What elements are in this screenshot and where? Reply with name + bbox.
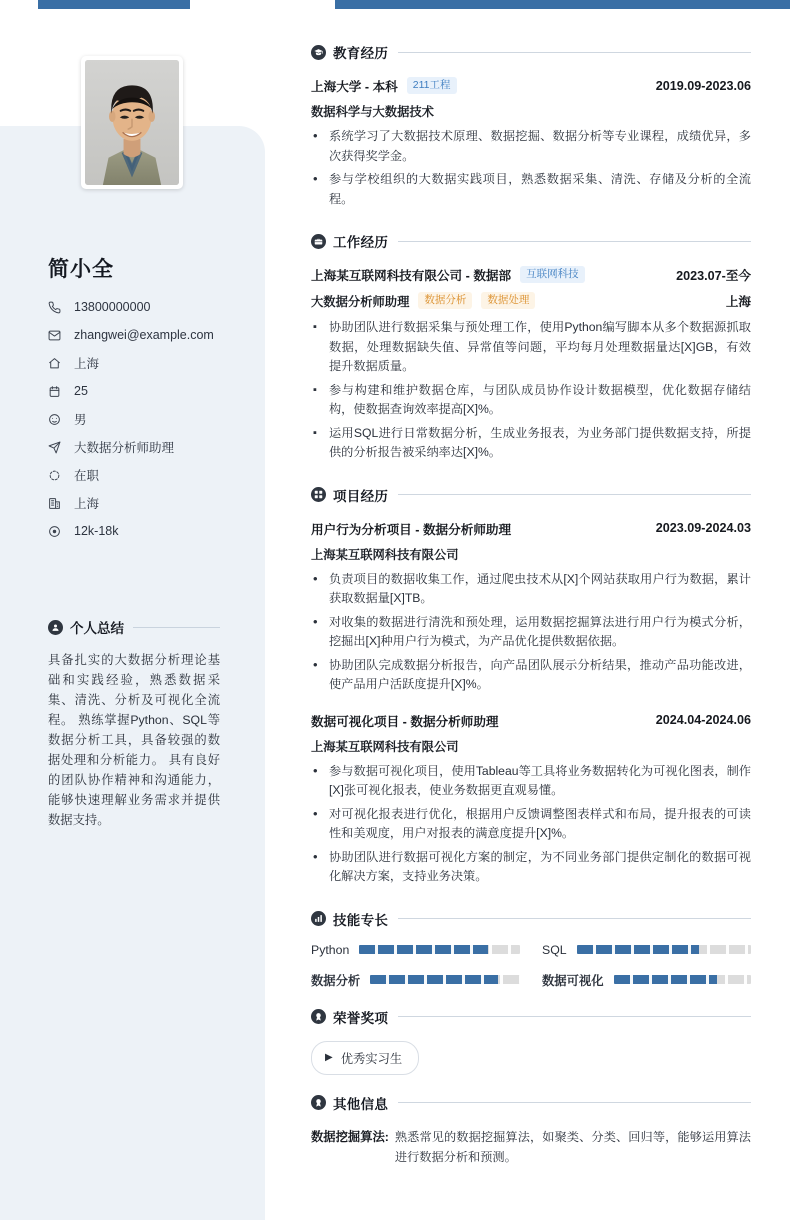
contact-value: zhangwei@example.com bbox=[74, 328, 214, 342]
project-date: 2024.04-2024.06 bbox=[655, 713, 751, 727]
other-info-key: 数据挖掘算法: bbox=[311, 1129, 389, 1144]
bullet-item: ▪ 参与构建和维护数据仓库，与团队成员协作设计数据模型，优化数据存储结构，使数据查询效率提高[X]%。 bbox=[311, 381, 751, 420]
bullet-item: ▪ 运用SQL进行日常数据分析，生成业务报表，为业务部门提供数据支持，所提供的分析报告被采纳率达[X]%。 bbox=[311, 424, 751, 463]
section-title: 技能专长 bbox=[333, 912, 389, 928]
skill-item bbox=[311, 943, 520, 957]
section-title: 教育经历 bbox=[333, 46, 389, 61]
section-work bbox=[311, 231, 751, 463]
page-title: 简小全 bbox=[48, 258, 114, 281]
contact-item-phone bbox=[48, 293, 248, 321]
work-bullets bbox=[311, 318, 751, 463]
gender-icon bbox=[48, 413, 68, 426]
role-tag: 数据处理 bbox=[481, 292, 535, 309]
divider bbox=[398, 52, 751, 53]
contact-item-age bbox=[48, 377, 248, 405]
salary-icon bbox=[48, 525, 68, 538]
bullet-item: • 负责项目的数据收集工作，通过爬虫技术从[X]个网站获取用户行为数据，累计获取数据量[X]TB。 bbox=[311, 570, 751, 609]
contact-item-workplace bbox=[48, 489, 248, 517]
accent-bar-left bbox=[38, 0, 190, 9]
work-date: 2023.07-至今 bbox=[676, 269, 751, 283]
entry-headline bbox=[311, 711, 751, 730]
skill-ticks bbox=[614, 975, 752, 984]
contact-item-status bbox=[48, 461, 248, 489]
divider bbox=[398, 1016, 751, 1017]
bullet-item: ▪ 协助团队进行数据采集与预处理工作，使用Python编写脚本从多个数据源抓取数据，处理数据缺失值、异常值等问题，平均每月处理数据量达[X]GB，有效提升数据质量。 bbox=[311, 318, 751, 377]
phone-icon bbox=[48, 301, 68, 314]
section-header bbox=[311, 1093, 751, 1113]
section-other-info bbox=[311, 1093, 751, 1167]
section-header bbox=[311, 231, 751, 251]
divider bbox=[398, 494, 751, 495]
section-header bbox=[311, 42, 751, 62]
bullet-item: • 协助团队进行数据可视化方案的制定，为不同业务部门提供定制化的数据可视化解决方案，支持业务决策。 bbox=[311, 848, 751, 887]
section-skills bbox=[311, 909, 751, 989]
contact-list bbox=[48, 293, 248, 545]
section-projects bbox=[311, 485, 751, 887]
major-name: 数据科学与大数据技术 bbox=[311, 105, 434, 119]
other-info-item bbox=[311, 1127, 751, 1167]
contact-value: 13800000000 bbox=[74, 300, 151, 314]
skill-bar bbox=[614, 975, 752, 984]
project-date: 2023.09-2024.03 bbox=[655, 521, 751, 535]
mail-icon bbox=[48, 329, 68, 342]
contact-value: 在职 bbox=[74, 469, 100, 483]
info-badge-icon bbox=[311, 1095, 326, 1110]
entry-headline bbox=[311, 265, 751, 284]
skill-bar bbox=[359, 945, 520, 954]
project-company: 上海某互联网科技有限公司 bbox=[311, 739, 459, 754]
section-title: 工作经历 bbox=[333, 235, 389, 250]
divider bbox=[133, 627, 220, 628]
main-content bbox=[311, 0, 751, 1167]
contact-value: 大数据分析师助理 bbox=[74, 441, 175, 455]
bullet-item: • 系统学习了大数据技术原理、数据挖掘、数据分析等专业课程，成绩优异，多次获得奖学金。 bbox=[311, 127, 751, 166]
graduation-cap-icon bbox=[311, 45, 326, 60]
skill-label: Python bbox=[311, 942, 350, 957]
building-icon bbox=[48, 497, 68, 510]
entry-subline bbox=[311, 291, 751, 310]
skill-bar bbox=[577, 945, 751, 954]
other-info-value: 熟悉常见的数据挖掘算法，如聚类、分类、回归等，能够运用算法进行数据分析和预测。 bbox=[394, 1129, 751, 1164]
summary-title: 个人总结 bbox=[70, 621, 124, 636]
skill-label: 数据分析 bbox=[311, 973, 361, 988]
project-grid-icon bbox=[311, 487, 326, 502]
status-icon bbox=[48, 469, 68, 482]
bullet-item: • 协助团队完成数据分析报告，向产品团队展示分析结果，推动产品功能改进，使产品用户活跃度提升[X]%。 bbox=[311, 656, 751, 695]
bullet-item: • 对可视化报表进行优化，根据用户反馈调整图表样式和布局，提升报表的可读性和美观度，用户对报表的满意度提升[X]%。 bbox=[311, 805, 751, 844]
project-name: 数据可视化项目 - 数据分析师助理 bbox=[311, 714, 499, 729]
contact-item-position bbox=[48, 433, 248, 461]
home-icon bbox=[48, 357, 68, 370]
section-honors bbox=[311, 1007, 751, 1075]
education-bullets bbox=[311, 127, 751, 209]
contact-value: 上海 bbox=[74, 497, 100, 511]
school-name: 上海大学 - 本科 bbox=[311, 80, 398, 94]
skill-bar bbox=[370, 975, 520, 984]
divider bbox=[398, 241, 751, 242]
section-title: 其他信息 bbox=[333, 1096, 389, 1112]
project-entry bbox=[311, 519, 751, 695]
skill-label: SQL bbox=[542, 942, 567, 957]
play-triangle-icon: ▶ bbox=[325, 1052, 333, 1063]
skill-item bbox=[542, 943, 751, 957]
contact-value: 上海 bbox=[74, 357, 100, 371]
calendar-icon bbox=[48, 385, 68, 398]
education-date: 2019.09-2023.06 bbox=[655, 78, 751, 93]
summary-text: 具备扎实的大数据分析理论基础和实践经验，熟悉数据采集、清洗、分析及可视化全流程。 熟练掌握Python、SQL等数据分析工具，具备较强的数据处理和分析能力。 具有良好的团队协作精神和沟通能力，能够快速理解业务需求并提供数据支持。 bbox=[48, 653, 220, 827]
bullet-item: • 对收集的数据进行清洗和预处理，运用数据挖掘算法进行用户行为模式分析，挖掘出[X]种用户行为模式，为产品优化提供数据依据。 bbox=[311, 613, 751, 652]
skill-grid bbox=[311, 943, 751, 989]
skill-ticks bbox=[359, 945, 520, 954]
divider bbox=[398, 918, 751, 919]
skill-ticks bbox=[370, 975, 520, 984]
contact-value: 12k-18k bbox=[74, 524, 119, 538]
divider bbox=[398, 1102, 751, 1103]
section-header bbox=[311, 485, 751, 505]
contact-item-hometown bbox=[48, 349, 248, 377]
skill-item bbox=[542, 971, 751, 989]
project-bullets bbox=[311, 762, 751, 887]
job-role: 大数据分析师助理 bbox=[311, 294, 410, 309]
summary-header bbox=[48, 617, 220, 637]
avatar bbox=[81, 56, 183, 189]
education-entry bbox=[311, 76, 751, 209]
school-tag: 211工程 bbox=[407, 77, 457, 94]
section-education bbox=[311, 42, 751, 209]
skill-item bbox=[311, 971, 520, 989]
section-title: 项目经历 bbox=[333, 488, 389, 504]
work-location: 上海 bbox=[725, 295, 751, 309]
bullet-item: • 参与学校组织的大数据实践项目，熟悉数据采集、清洗、存储及分析的全流程。 bbox=[311, 170, 751, 209]
industry-tag: 互联网科技 bbox=[520, 266, 585, 283]
work-entry bbox=[311, 265, 751, 463]
briefcase-icon bbox=[311, 234, 326, 249]
project-entry bbox=[311, 711, 751, 887]
avatar-photo bbox=[85, 60, 179, 185]
contact-value: 男 bbox=[74, 413, 87, 427]
contact-item-gender bbox=[48, 405, 248, 433]
project-name: 用户行为分析项目 - 数据分析师助理 bbox=[311, 522, 512, 537]
honor-label: 优秀实习生 bbox=[340, 1051, 403, 1066]
project-company: 上海某互联网科技有限公司 bbox=[311, 547, 459, 562]
user-icon bbox=[48, 620, 63, 635]
project-bullets bbox=[311, 570, 751, 695]
section-title: 荣誉奖项 bbox=[333, 1010, 389, 1026]
entry-headline bbox=[311, 76, 751, 95]
contact-value: 25 bbox=[74, 384, 88, 398]
skill-ticks bbox=[577, 945, 751, 954]
chart-bar-icon bbox=[311, 911, 326, 926]
section-header bbox=[311, 909, 751, 929]
bullet-item: • 参与数据可视化项目，使用Tableau等工具将业务数据转化为可视化图表，制作[X]张可视化报表，使业务数据更直观易懂。 bbox=[311, 762, 751, 801]
skill-label: 数据可视化 bbox=[542, 973, 604, 988]
section-header bbox=[311, 1007, 751, 1027]
send-icon bbox=[48, 441, 68, 454]
role-tag: 数据分析 bbox=[418, 292, 472, 309]
entry-headline bbox=[311, 519, 751, 538]
contact-item-email bbox=[48, 321, 248, 349]
contact-item-salary bbox=[48, 517, 248, 545]
award-icon bbox=[311, 1009, 326, 1024]
company-name: 上海某互联网科技有限公司 - 数据部 bbox=[311, 269, 512, 283]
honor-item[interactable] bbox=[311, 1041, 419, 1075]
